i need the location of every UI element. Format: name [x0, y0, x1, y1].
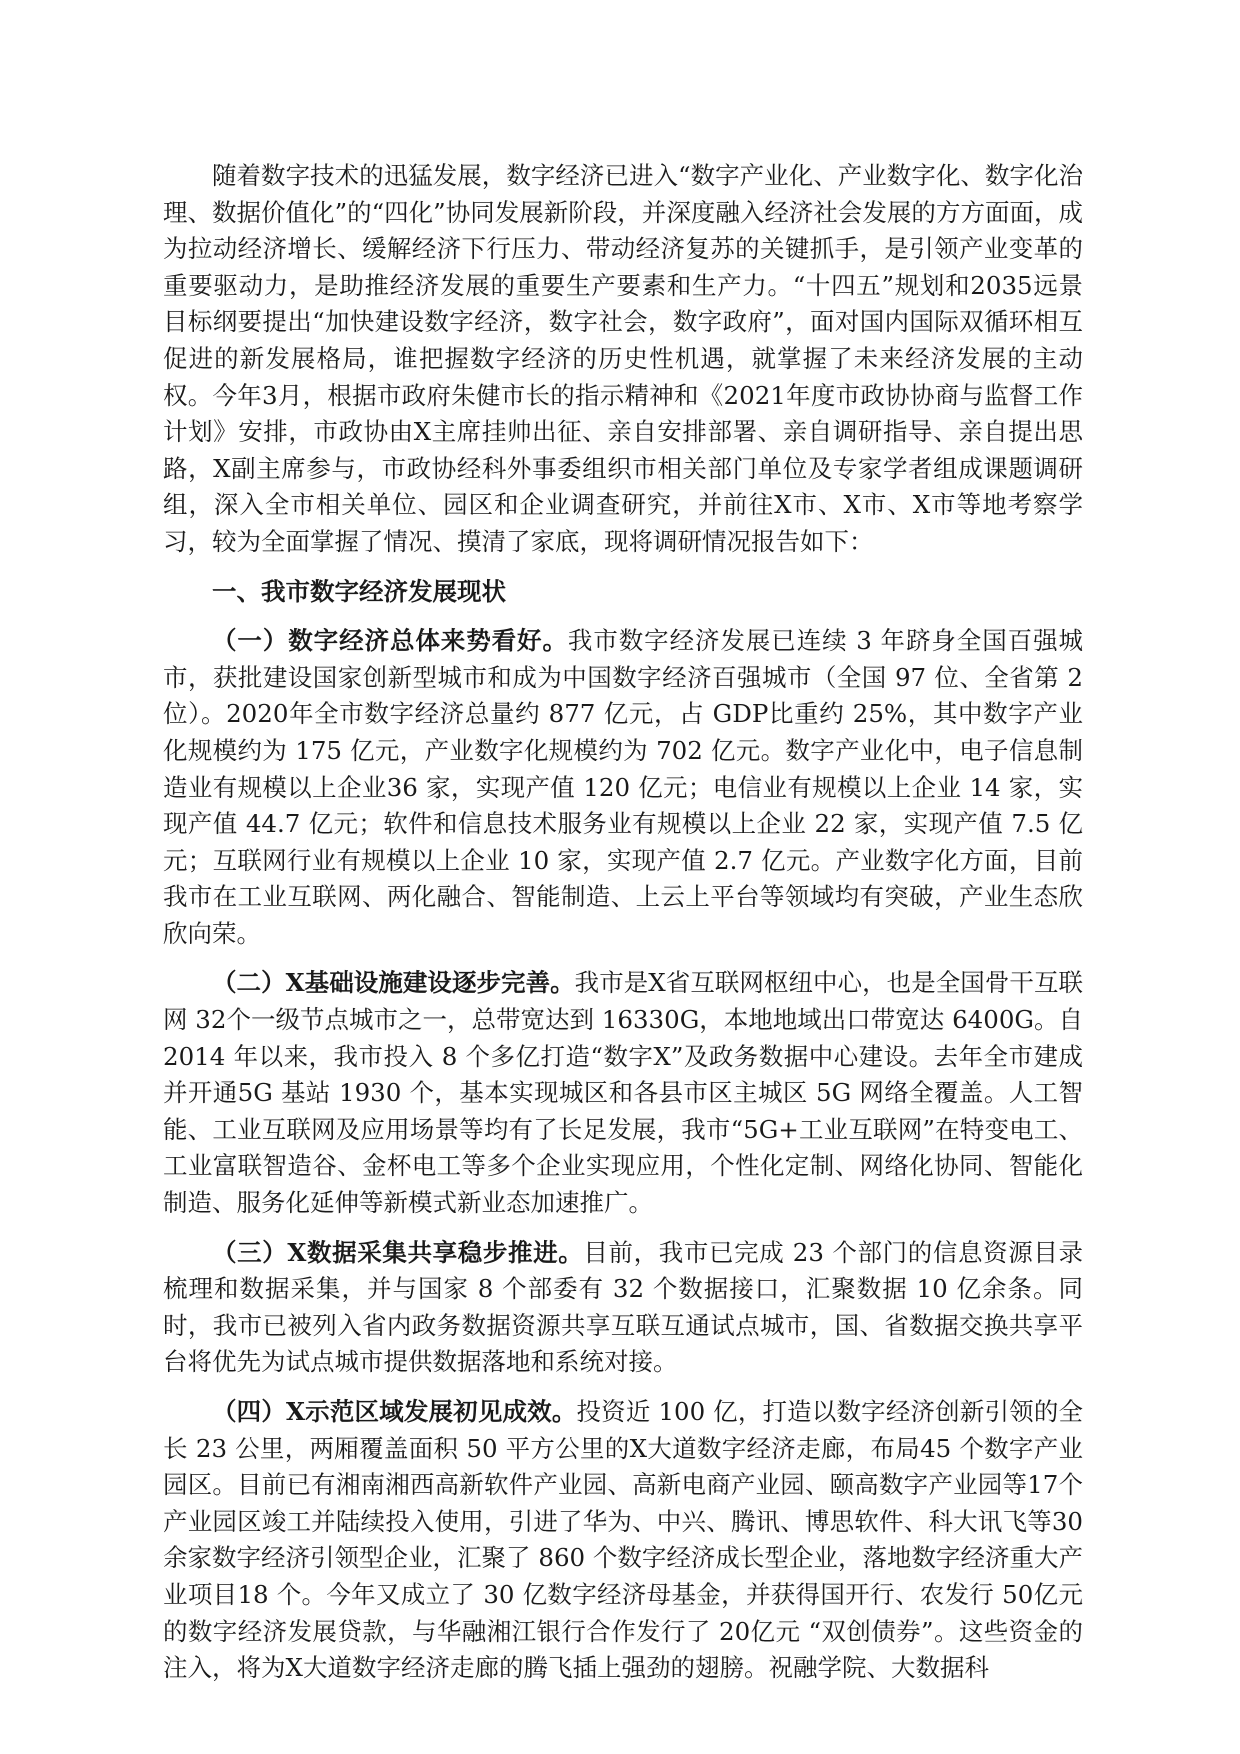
section-paragraph-1 [163, 623, 1083, 952]
section-paragraph-4 [163, 1394, 1083, 1687]
section-body-4: 投资近 100 亿，打造以数字经济创新引领的全长 23 公里，两厢覆盖面积 50 平方公里的X大道数字经济走廊，布局45 个数字产业园区。目前已有湘南湘西高新软件产业园、高新电商产业园、颐高数字产业园等17个产业园区竣工并陆续投入使用，引进了华为、中兴、腾讯、博思软件、科大讯飞等30 余家数字经济引领型企业，汇聚了 860 个数字经济成长型企业，落地数字经济重大产业项目18 个。今年又成立了 30 亿数字经济母基金，并获得国开行、农发行 50亿元的数字经济发展贷款，与华融湘江银行合作发行了 20亿元 “双创债券”。这些资金的注入，将为X大道数字经济走廊的腾飞插上强劲的翅膀。祝融学院、大数据科 [163, 1397, 1083, 1683]
section-paragraph-2 [163, 965, 1083, 1221]
section-body-3: 目前，我市已完成 23 个部门的信息资源目录梳理和数据采集，并与国家 8 个部委有 32 个数据接口，汇聚数据 10 亿余条。同时，我市已被列入省内政务数据资源共享互联互通试点城市，国、省数据交换共享平台将优先为试点城市提供数据落地和系统对接。 [163, 1237, 1084, 1377]
section-lead-4: （四）X示范区域发展初见成效。 [212, 1397, 577, 1426]
document-page [163, 158, 1083, 1687]
section-lead-1: （一）数字经济总体来势看好。 [212, 626, 568, 656]
section-lead-3: （三）X数据采集共享稳步推进。 [212, 1237, 584, 1267]
section-heading: 一、我市数字经济发展现状 [212, 576, 506, 606]
section-paragraph-3 [163, 1235, 1083, 1381]
section-body-2: 我市是X省互联网枢纽中心，也是全国骨干互联网 32个一级节点城市之一，总带宽达到 16330G，本地地域出口带宽达 6400G。自2014 年以来，我市投入 8 个多亿打造“数字X”及政务数据中心建设。去年全市建成并开通5G 基站 1930 个，基本实现城区和各县市区主城区 5G 网络全覆盖。人工智能、工业互联网及应用场景等均有了长足发展，我市“5G+工业互联网”在特变电工、工业富联智造谷、金杯电工等多个企业实现应用，个性化定制、网络化协同、智能化制造、服务化延伸等新模式新业态加速推广。 [163, 968, 1083, 1218]
section-lead-2: （二）X基础设施建设逐步完善。 [212, 968, 575, 998]
section-body-1: 我市数字经济发展已连续 3 年跻身全国百强城市，获批建设国家创新型城市和成为中国数字经济百强城市（全国 97 位、全省第 2 位）。2020年全市数字经济总量约 877 亿元，占 GDP比重约 25%，其中数字产业化规模约为 175 亿元，产业数字化规模约为 702 亿元。数字产业化中，电子信息制造业有规模以上企业36 家，实现产值 120 亿元；电信业有规模以上企业 14 家，实现产值 44.7 亿元；软件和信息技术服务业有规模以上企业 22 家，实现产值 7.5 亿元；互联网行业有规模以上企业 10 家，实现产值 2.7 亿元。产业数字化方面，目前我市在工业互联网、两化融合、智能制造、上云上平台等领域均有突破，产业生态欣欣向荣。 [163, 626, 1083, 948]
intro-paragraph: 随着数字技术的迅猛发展，数字经济已进入“数字产业化、产业数字化、数字化治理、数据价值化”的“四化”协同发展新阶段，并深度融入经济社会发展的方方面面，成为拉动经济增长、缓解经济下行压力、带动经济复苏的关键抓手，是引领产业变革的重要驱动力，是助推经济发展的重要生产要素和生产力。“十四五”规划和2035远景目标纲要提出“加快建设数字经济，数字社会，数字政府”，面对国内国际双循环相互促进的新发展格局，谁把握数字经济的历史性机遇，就掌握了未来经济发展的主动权。今年3月，根据市政府朱健市长的指示精神和《2021年度市政协协商与监督工作计划》安排，市政协由X主席挂帅出征、亲自安排部署、亲自调研指导、亲自提出思路，X副主席参与，市政协经科外事委组织市相关部门单位及专家学者组成课题调研组，深入全市相关单位、园区和企业调查研究，并前往X市、X市、X市等地考察学习，较为全面掌握了情况、摸清了家底，现将调研情况报告如下： [163, 161, 1083, 556]
